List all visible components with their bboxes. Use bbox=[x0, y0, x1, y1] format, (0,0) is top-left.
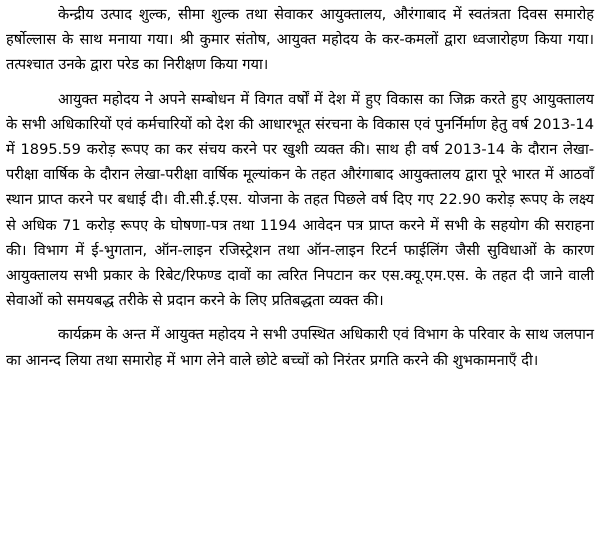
paragraph-address: आयुक्त महोदय ने अपने सम्बोधन में विगत वर्षों में देश में हुए विकास का जिक्र करते हुए आयुक्तालय के सभी अधिकारियों एवं कर्मचारियों को देश की आधारभूत संरचना के विकास एवं पुनर्निर्माण हेतु वर्ष 2013-14 में 1895.59 करोड़ रूपए का कर संचय करने पर खुशी व्यक्त की। साथ ही वर्ष 2013-14 के दौरान लेखा-परीक्षा वार्षिक के दौरान लेखा-परीक्षा वार्षिक मूल्यांकन के तहत औरंगाबाद आयुक्तालय द्वारा पूरे भारत में आठवाँ स्थान प्राप्त करने पर बधाई दी। वी.सी.ई.एस. योजना के तहत पिछले वर्ष दिए गए 22.90 करोड़ रूपए के लक्ष्य से अधिक 71 करोड़ रूपए के घोषणा-पत्र तथा 1194 आवेदन पत्र प्राप्त करने में सभी के सहयोग की सराहना की। विभाग में ई-भुगतान, ऑन-लाइन रजिस्ट्रेशन तथा ऑन-लाइन रिटर्न फाईलिंग जैसी सुविधाओं के कारण आयुक्तालय सभी प्रकार के रिबेट/रिफण्ड दावों का त्वरित निपटान कर एस.क्यू.एम.एस. के तहत दी जाने वाली सेवाओं को समयबद्ध तरीके से प्रदान करने के लिए प्रतिबद्धता व्यक्त की। bbox=[6, 90, 594, 310]
paragraph-ceremony: केन्द्रीय उत्पाद शुल्क, सीमा शुल्क तथा सेवाकर आयुक्तालय, औरंगाबाद में स्वतंत्रता दिवस समारोह हर्षोल्लास के साथ मनाया गया। श्री कुमार संतोष, आयुक्त महोदय के कर-कमलों द्वारा ध्वजारोहण किया गया। तत्पश्चात उनके द्वारा परेड का निरीक्षण किया गया। bbox=[6, 6, 594, 74]
paragraph-closing: कार्यक्रम के अन्त में आयुक्त महोदय ने सभी उपस्थित अधिकारी एवं विभाग के परिवार के साथ जलपान का आनन्द लिया तथा समारोह में भाग लेने वाले छोटे बच्चों को निरंतर प्रगति करने की शुभकामनाएँ दी। bbox=[6, 326, 594, 369]
